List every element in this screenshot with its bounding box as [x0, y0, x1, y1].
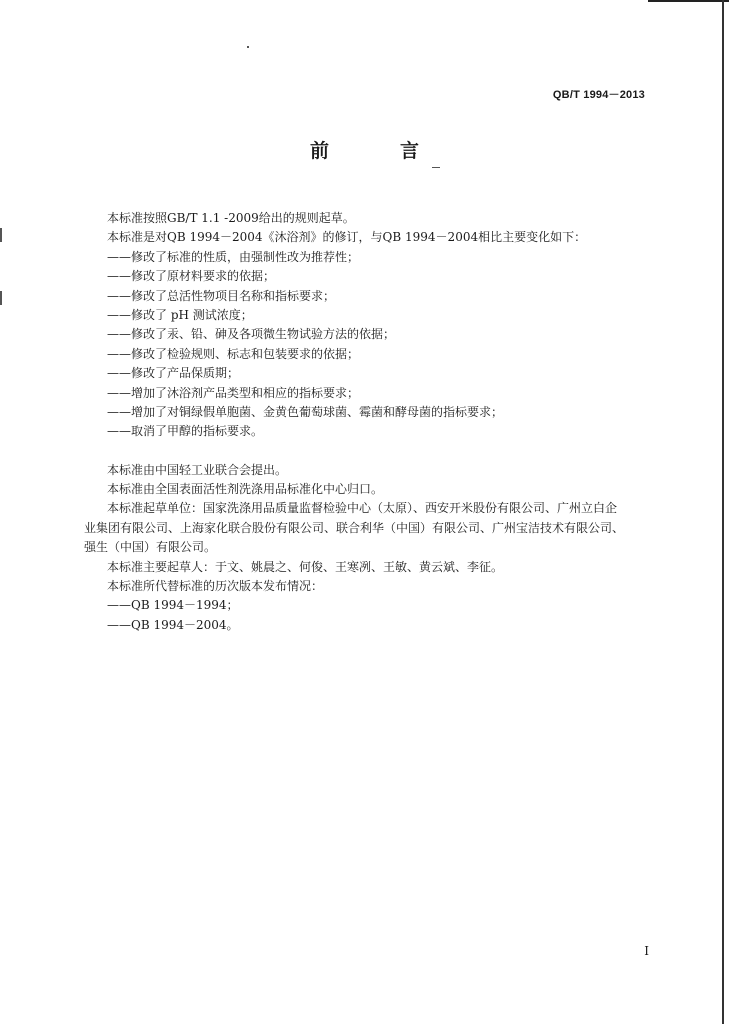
standard-number: QB/T 1994－2013 [552, 89, 645, 101]
scan-speck [0, 228, 2, 242]
paragraph-line: 本标准由全国表面活性剂洗涤用品标准化中心归口。 [107, 482, 384, 497]
scan-speck [432, 167, 440, 168]
paragraph-line: 本标准主要起草人：于文、姚晨之、何俊、王寒冽、王敏、黄云斌、李征。 [107, 559, 504, 574]
paragraph-line: 本标准由中国轻工业联合会提出。 [107, 462, 288, 477]
foreword-body [84, 209, 666, 635]
change-item: ——增加了沐浴剂产品类型和相应的指标要求； [107, 385, 360, 400]
change-item: ——修改了 pH 测试浓度； [107, 307, 253, 322]
page-number: I [644, 944, 649, 958]
paragraph-line: 本标准按照GB/T 1.1 -2009给出的规则起草。 [107, 211, 355, 225]
change-item: ——修改了产品保质期； [107, 366, 240, 381]
paragraph-line: 业集团有限公司、上海家化联合股份有限公司、联合利华（中国）有限公司、广州宝洁技术有限公司、 [84, 520, 625, 535]
change-item: ——增加了对铜绿假单胞菌、金黄色葡萄球菌、霉菌和酵母菌的指标要求； [107, 404, 504, 419]
scan-speck [0, 291, 2, 305]
scan-border-top [648, 0, 729, 2]
change-item: ——修改了检验规则、标志和包装要求的依据； [107, 346, 360, 361]
page-title: 前 言 [309, 140, 445, 162]
change-item: ——修改了汞、铅、砷及各项微生物试验方法的依据； [107, 327, 396, 342]
paragraph-line: 本标准所代替标准的历次版本发布情况： [107, 579, 324, 594]
change-item: ——修改了总活性物项目名称和指标要求； [107, 288, 336, 303]
change-item: ——取消了甲醇的指标要求。 [107, 424, 264, 439]
change-item: ——修改了原材料要求的依据； [107, 269, 276, 284]
change-item: ——修改了标准的性质，由强制性改为推荐性； [107, 249, 360, 264]
version-item: ——QB 1994－2004。 [107, 617, 239, 632]
paragraph-gap [84, 442, 666, 461]
paragraph-line: 强生（中国）有限公司。 [84, 540, 217, 555]
scan-speck [247, 46, 249, 48]
paragraph-line: 本标准起草单位：国家洗涤用品质量监督检验中心（太原）、西安开米股份有限公司、广州立白企 [107, 501, 618, 516]
version-item: ——QB 1994－1994； [107, 598, 239, 613]
paragraph-line: 本标准是对QB 1994－2004《沐浴剂》的修订，与QB 1994－2004相比主要变化如下： [107, 230, 587, 245]
